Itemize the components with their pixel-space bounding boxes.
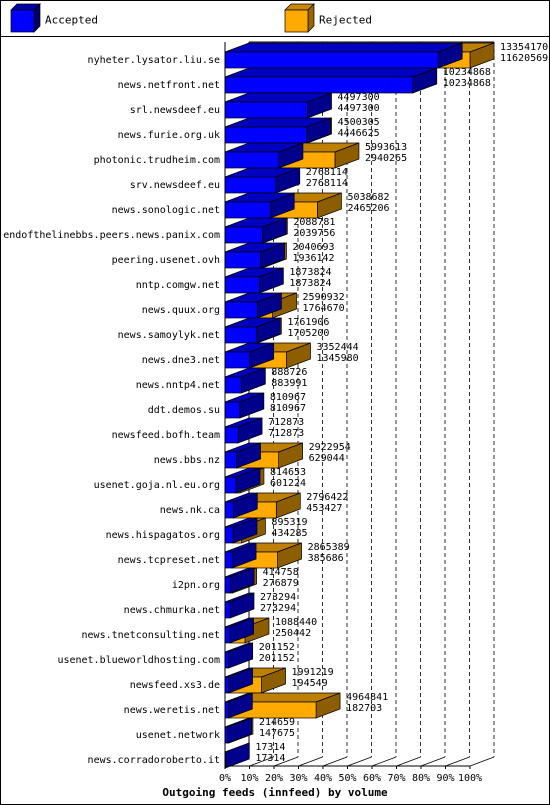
category-label: i2pn.org	[171, 580, 220, 591]
data-label-accepted: 385686	[307, 553, 344, 564]
bar-accepted	[225, 152, 279, 168]
data-label-accepted: 712873	[268, 428, 305, 439]
data-label-offered: 4964841	[346, 692, 389, 703]
legend-swatch-rejected	[285, 10, 308, 32]
data-label-offered: 2922954	[308, 442, 351, 453]
category-label: news.nntp4.net	[135, 380, 220, 391]
bar-accepted	[225, 277, 259, 293]
category-label: srl.newsdeef.eu	[129, 105, 220, 116]
data-label-accepted: 1936142	[292, 253, 335, 264]
category-label: usenet.network	[135, 730, 220, 741]
data-label-accepted: 11620569	[500, 53, 549, 64]
data-label-offered: 2865389	[307, 542, 350, 553]
data-label-offered: 2590932	[302, 292, 345, 303]
data-label-accepted: 601224	[269, 478, 307, 489]
data-label-accepted: 434285	[271, 528, 308, 539]
data-label-accepted: 194549	[291, 678, 328, 689]
bar-accepted	[225, 402, 240, 418]
bar-accepted	[225, 377, 241, 393]
data-label-offered: 895319	[271, 517, 308, 528]
data-label-offered: 4500305	[337, 117, 380, 128]
data-label-offered: 414758	[262, 567, 299, 578]
x-tick-label: 90%	[436, 773, 455, 784]
data-label-offered: 1873824	[289, 267, 332, 278]
bar-accepted	[225, 502, 233, 518]
bar-accepted-top	[225, 43, 462, 52]
data-label-accepted: 1705200	[287, 328, 330, 339]
data-label-accepted: 2465206	[347, 203, 390, 214]
x-tick-label: 100%	[457, 773, 483, 784]
bar-accepted	[225, 527, 233, 543]
data-label-accepted: 883991	[271, 378, 308, 389]
category-label: srv.newsdeef.eu	[129, 180, 220, 191]
bar-accepted	[225, 227, 262, 243]
data-label-offered: 1761906	[287, 317, 330, 328]
category-label: nntp.comgw.net	[135, 280, 220, 291]
data-label-offered: 1991219	[291, 667, 334, 678]
x-tick-label: 60%	[362, 773, 382, 784]
bar-accepted	[225, 252, 261, 268]
category-label: peering.usenet.ovh	[111, 255, 220, 266]
bar-accepted	[225, 702, 228, 718]
category-label: news.tcpreset.net	[117, 555, 220, 566]
chart-title: Outgoing feeds (innfeed) by volume	[162, 786, 388, 799]
category-label: newsfeed.bofh.team	[111, 430, 220, 441]
data-label-offered: 814653	[269, 467, 307, 478]
bar-accepted	[225, 577, 230, 593]
category-label: news.sonologic.net	[111, 205, 220, 216]
category-label: news.nk.ca	[159, 505, 220, 516]
x-tick-label: 50%	[338, 773, 357, 784]
data-label-accepted: 147675	[258, 728, 296, 739]
data-label-offered: 1088440	[274, 617, 318, 628]
bar-accepted	[225, 202, 270, 218]
data-label-accepted: 810967	[269, 403, 307, 414]
data-label-accepted: 2768114	[305, 178, 348, 189]
data-label-accepted: 250442	[274, 628, 312, 639]
bar-accepted	[225, 427, 238, 443]
bar-accepted	[225, 127, 307, 143]
category-label: news.furie.org.uk	[117, 130, 220, 141]
data-label-offered: 4497300	[337, 92, 380, 103]
x-tick-label: 10%	[240, 773, 259, 784]
bar-accepted	[225, 477, 236, 493]
data-label-accepted: 629044	[308, 453, 345, 464]
x-tick-label: 70%	[387, 773, 406, 784]
x-tick-label: 0%	[218, 773, 232, 784]
data-label-offered: 13354170	[500, 42, 549, 53]
data-label-offered: 214659	[258, 717, 296, 728]
bar-accepted	[225, 602, 230, 618]
data-label-offered: 10234868	[442, 67, 491, 78]
category-label: news.netfront.net	[117, 80, 220, 91]
data-label-offered: 273294	[260, 592, 297, 603]
data-label-offered: 3352444	[316, 342, 359, 353]
category-label: news.tnetconsulting.net	[81, 630, 220, 641]
category-label: usenet.goja.nl.eu.org	[93, 480, 220, 491]
bar-accepted	[225, 102, 308, 118]
bar-accepted	[225, 177, 276, 193]
bar-accepted	[225, 77, 413, 93]
x-tick-label: 30%	[289, 773, 308, 784]
data-label-accepted: 276879	[262, 578, 299, 589]
x-tick-label: 20%	[264, 773, 284, 784]
x-tick-label: 80%	[411, 773, 431, 784]
data-label-offered: 810967	[269, 392, 307, 403]
category-label: news.quux.org	[141, 305, 220, 316]
data-label-accepted: 17314	[255, 753, 286, 764]
data-label-accepted: 2039756	[293, 228, 336, 239]
category-label: endofthelinebbs.peers.news.panix.com	[3, 230, 220, 241]
data-label-accepted: 10234868	[442, 78, 491, 89]
category-label: nyheter.lysator.liu.se	[87, 55, 220, 66]
data-label-offered: 5993613	[364, 142, 408, 153]
bar-accepted	[225, 52, 438, 68]
data-label-offered: 888726	[271, 367, 308, 378]
data-label-offered: 2088781	[293, 217, 336, 228]
bar-accepted	[225, 452, 237, 468]
data-label-offered: 2040693	[292, 242, 335, 253]
legend-label-rejected: Rejected	[319, 13, 372, 27]
category-label: photonic.trudheim.com	[93, 155, 220, 166]
category-label: usenet.blueworldhosting.com	[57, 655, 220, 666]
category-label: news.weretis.net	[123, 705, 220, 716]
bar-accepted-top	[225, 68, 437, 77]
bar-accepted	[225, 302, 257, 318]
data-label-accepted: 201152	[258, 653, 295, 664]
data-label-offered: 17314	[255, 742, 286, 753]
bar-accepted	[225, 552, 232, 568]
data-label-offered: 2796422	[306, 492, 349, 503]
data-label-accepted: 4497300	[337, 103, 380, 114]
data-label-offered: 5038682	[347, 192, 390, 203]
category-label: news.chmurka.net	[123, 605, 220, 616]
data-label-accepted: 453427	[306, 503, 343, 514]
data-label-accepted: 273294	[260, 603, 297, 614]
category-label: news.samoylyk.net	[117, 330, 220, 341]
category-label: news.corradoroberto.it	[87, 755, 220, 766]
bar-accepted	[225, 327, 256, 343]
data-label-accepted: 1764670	[302, 303, 345, 314]
legend-label-accepted: Accepted	[45, 13, 98, 27]
bar-accepted	[225, 652, 229, 668]
category-label: newsfeed.xs3.de	[129, 680, 220, 691]
data-label-accepted: 2940265	[364, 153, 408, 164]
data-label-accepted: 182703	[346, 703, 383, 714]
bar-accepted	[225, 627, 230, 643]
bar-accepted	[225, 677, 229, 693]
data-label-offered: 712873	[268, 417, 305, 428]
category-label: news.bbs.nz	[153, 455, 220, 466]
category-label: ddt.demos.su	[147, 405, 220, 416]
bar-accepted	[225, 352, 250, 368]
data-label-offered: 2768114	[305, 167, 348, 178]
data-label-accepted: 4446625	[337, 128, 380, 139]
category-label: news.dne3.net	[141, 355, 220, 366]
category-label: news.hispagatos.org	[105, 530, 220, 541]
data-label-offered: 201152	[258, 642, 295, 653]
legend-swatch-accepted	[11, 10, 34, 32]
data-label-accepted: 1345980	[316, 353, 359, 364]
x-tick-label: 40%	[313, 773, 333, 784]
data-label-accepted: 1873824	[289, 278, 332, 289]
